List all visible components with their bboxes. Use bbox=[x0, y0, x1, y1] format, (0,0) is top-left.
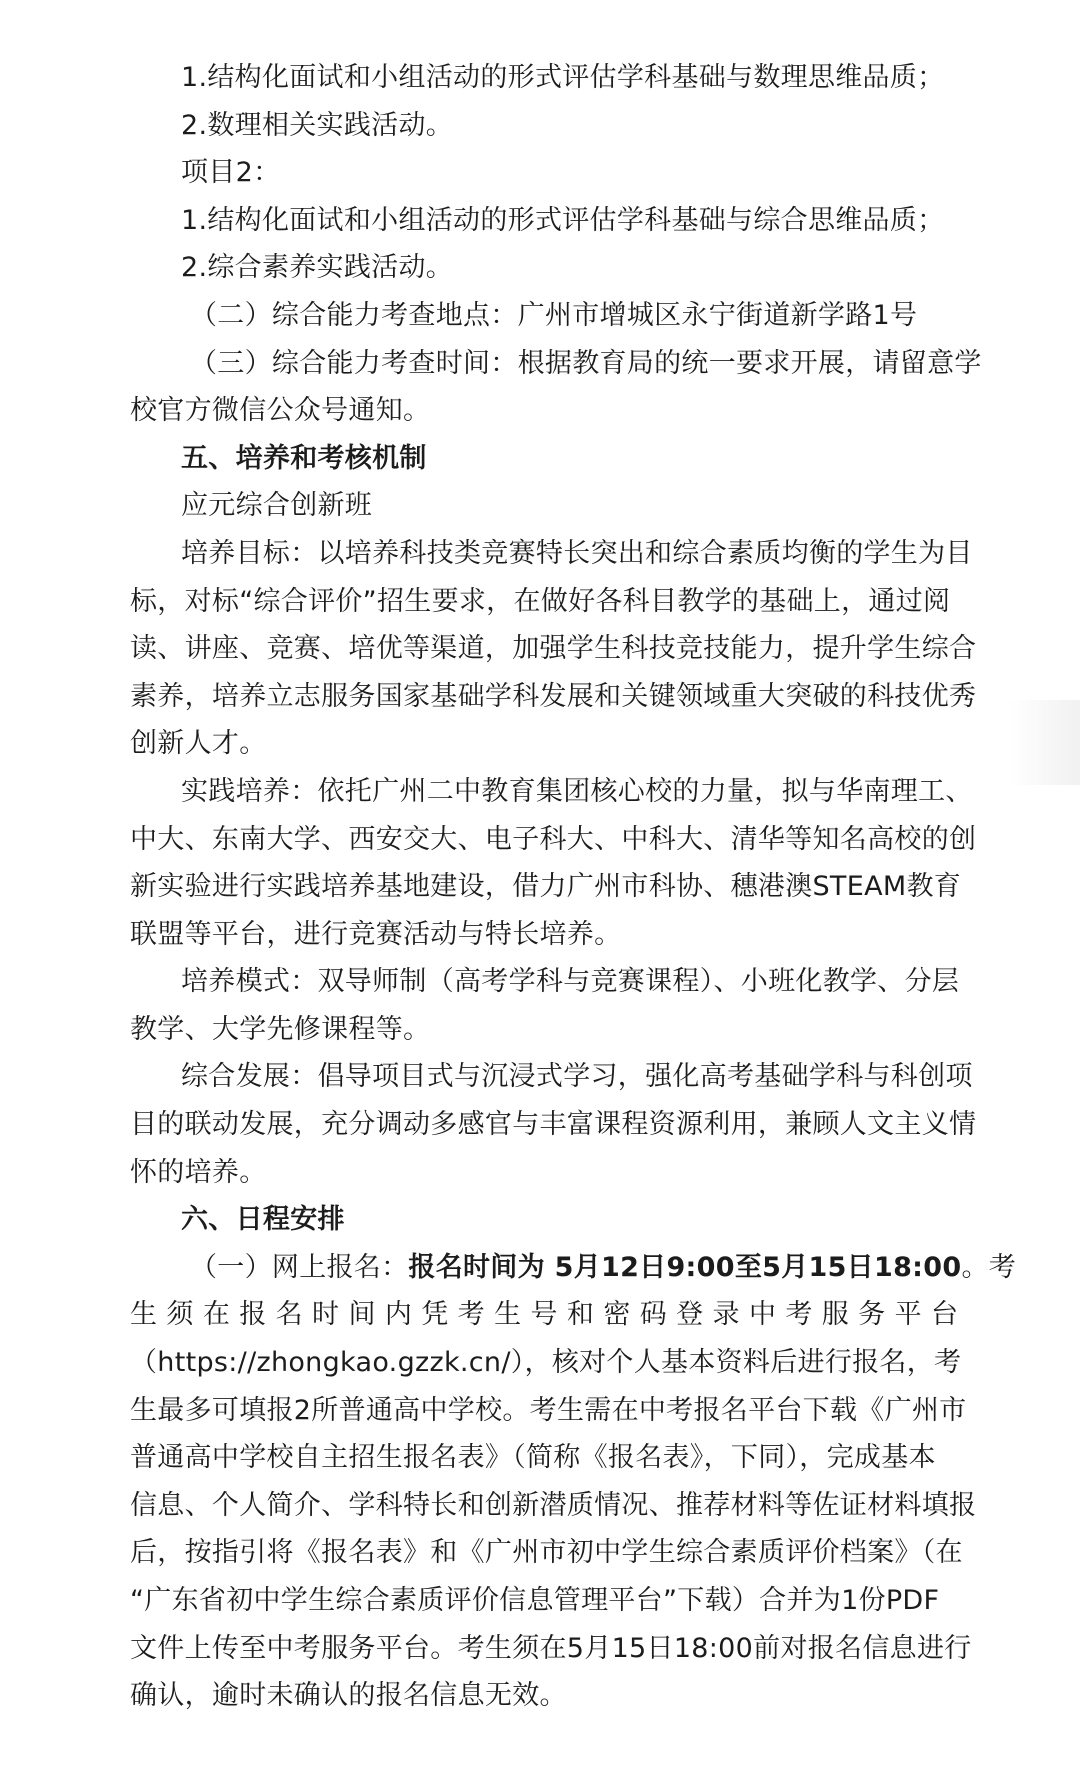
text-line: 联盟等平台，进行竞赛活动与特长培养。 bbox=[130, 918, 622, 950]
text-line: 2.数理相关实践活动。 bbox=[181, 109, 454, 141]
text-line: 读、讲座、竞赛、培优等渠道，加强学生科技竞技能力，提升学生综合 bbox=[130, 633, 977, 665]
text-line: 培养目标：以培养科技类竞赛特长突出和综合素质均衡的学生为目 bbox=[181, 537, 973, 569]
text-line: （三）综合能力考查时间：根据教育局的统一要求开展，请留意学 bbox=[190, 347, 982, 379]
text-line: 应元综合创新班 bbox=[181, 490, 373, 522]
text-line: 实践培养：依托广州二中教育集团核心校的力量，拟与华南理工、 bbox=[181, 775, 973, 807]
text-line: 综合发展：倡导项目式与沉浸式学习，强化高考基础学科与科创项 bbox=[181, 1061, 973, 1093]
section-heading: 六、日程安排 bbox=[181, 1204, 345, 1236]
text-line: 目的联动发展，充分调动多感官与丰富课程资源利用，兼顾人文主义情 bbox=[130, 1109, 977, 1141]
text-line: 生最多可填报2所普通高中学校。考生需在中考报名平台下载《广州市 bbox=[130, 1394, 967, 1426]
text-line: （https://zhongkao.gzzk.cn/），核对个人基本资料后进行报名，考 bbox=[130, 1347, 962, 1379]
text-line: 培养模式：双导师制（高考学科与竞赛课程）、小班化教学、分层 bbox=[181, 966, 960, 998]
text-segment: （一）网上报名： bbox=[190, 1251, 409, 1283]
text-line: 项目2： bbox=[181, 157, 281, 189]
text-line: 1.结构化面试和小组活动的形式评估学科基础与综合思维品质； bbox=[181, 204, 945, 236]
text-line: 后，按指引将《报名表》和《广州市初中学生综合素质评价档案》（在 bbox=[130, 1537, 963, 1569]
text-line: （二）综合能力考查地点：广州市增城区永宁街道新学路1号 bbox=[190, 299, 918, 331]
registration-time: 报名时间为 5月12日9:00至5月15日18:00 bbox=[408, 1251, 962, 1283]
text-line: 标，对标“综合评价”招生要求，在做好各科目教学的基础上，通过阅 bbox=[130, 585, 951, 617]
text-line: 校官方微信公众号通知。 bbox=[130, 395, 431, 427]
text-line: 怀的培养。 bbox=[130, 1156, 267, 1188]
text-line: 创新人才。 bbox=[130, 728, 267, 760]
text-line: 中大、东南大学、西安交大、电子科大、中科大、清华等知名高校的创 bbox=[130, 823, 977, 855]
text-line: 确认，逾时未确认的报名信息无效。 bbox=[130, 1680, 567, 1712]
text-line: 素养，培养立志服务国家基础学科发展和关键领域重大突破的科技优秀 bbox=[130, 680, 977, 712]
text-line: 2.综合素养实践活动。 bbox=[181, 252, 454, 284]
text-line: 教学、大学先修课程等。 bbox=[130, 1013, 431, 1045]
text-line: 新实验进行实践培养基地建设，借力广州市科协、穗港澳STEAM教育 bbox=[130, 871, 962, 903]
text-line: 信息、个人简介、学科特长和创新潜质情况、推荐材料等佐证材料填报 bbox=[130, 1489, 977, 1521]
text-line: 文件上传至中考服务平台。考生须在5月15日18:00前对报名信息进行 bbox=[130, 1632, 972, 1664]
text-line bbox=[130, 1244, 1017, 1292]
text-line: “广东省初中学生综合素质评价信息管理平台”下载）合并为1份PDF bbox=[130, 1585, 940, 1616]
document-body bbox=[130, 54, 1017, 1720]
text-segment: 。考 bbox=[961, 1251, 1017, 1283]
scan-artifact bbox=[1010, 700, 1080, 785]
section-heading: 五、培养和考核机制 bbox=[181, 442, 427, 474]
text-line: 1.结构化面试和小组活动的形式评估学科基础与数理思维品质； bbox=[181, 62, 945, 93]
text-line: 普通高中学校自主招生报名表》（简称《报名表》，下同），完成基本 bbox=[130, 1442, 936, 1474]
text-line: 生须在报名时间内凭考生号和密码登录中考服务平台 bbox=[130, 1299, 962, 1331]
